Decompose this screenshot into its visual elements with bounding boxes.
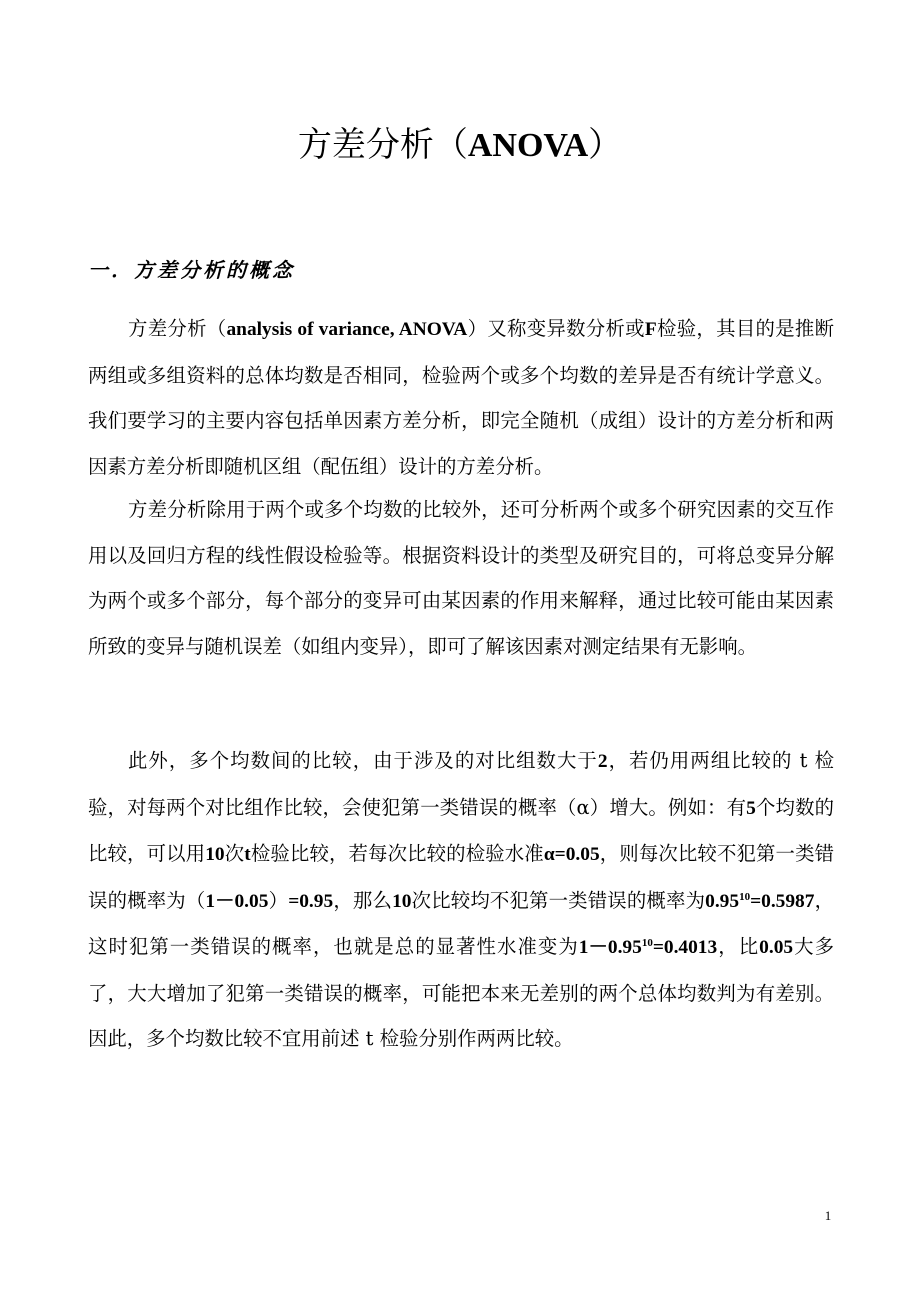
text-run-latin: analysis of variance, ANOVA — [226, 319, 468, 340]
section-heading: 一．方差分析的概念 — [88, 258, 295, 282]
text-run: 大多了，大大增加了犯第一类错误的概率，可能把本来无差别的两个总体均数判为有差别。因此，多个均数比较不宜用前述 t 检验分别作两两比较。 — [88, 935, 835, 1050]
text-run: 个均数的比较，可以用 — [88, 795, 835, 865]
text-run: ，那么 — [333, 888, 393, 912]
title-latin: ANOVA — [467, 127, 589, 164]
text-run-formula: 0.95 — [705, 890, 740, 912]
title-close: ） — [588, 125, 623, 165]
title-cjk: 方差分析（ — [297, 125, 468, 165]
page-title — [0, 118, 920, 173]
text-run-formula: 1－0.95 — [578, 937, 642, 958]
text-run-number: 10 — [205, 844, 225, 865]
text-run-latin: t — [244, 844, 251, 865]
text-run: 方差分析（ — [128, 317, 227, 340]
text-run-number: 2 — [597, 751, 608, 772]
text-run: 次 — [224, 842, 245, 865]
text-run-number: 10 — [392, 890, 412, 912]
text-run: ） — [268, 888, 289, 912]
text-run: 次比较均不犯第一类错误的概率为 — [411, 888, 706, 912]
exponent: 10 — [739, 890, 751, 903]
text-run: 检验比较，若每次比较的检验水准 — [250, 842, 544, 865]
text-run: 此外，多个均数间的比较，由于涉及的对比组数大于 — [128, 749, 598, 772]
text-run: 检验，其目的是推断两组或多组资料的总体均数是否相同，检验两个或多个均数的差异是否有统计学意义。我们要学习的主要内容包括单因素方差分析，即完全随机（成组）设计的方差分析和两因素方差分析即随机区组（配伍组）设计的方差分析。 — [88, 317, 835, 478]
paragraph-multiple-comparisons — [88, 738, 834, 1062]
text-run-formula: α=0.05 — [543, 844, 600, 865]
text-run: ，若仍用两组比较的 t 检验，对每两个对比组作比较，会使犯第一类错误的概率（α）增大。例如：有 — [88, 749, 834, 819]
page-number: 1 — [824, 1208, 832, 1223]
text-run: ，则每次比较不犯第一类错误的概率为（ — [88, 842, 835, 912]
text-run: ，这时犯第一类错误的概率，也就是总的显著性水准变为 — [88, 888, 835, 958]
text-run: ）又称变异数分析或 — [467, 317, 645, 340]
text-run-number: 5 — [746, 797, 756, 819]
text-run-formula: =0.5987 — [750, 890, 815, 912]
text-run-number: 0.05 — [759, 937, 794, 958]
text-run: ，比 — [717, 935, 760, 958]
exponent: 10 — [641, 937, 653, 949]
text-run-formula: =0.95 — [288, 890, 334, 912]
text-run-formula: =0.4013 — [652, 937, 718, 958]
text-run-formula: 1－0.05 — [205, 890, 269, 912]
paragraph-definition — [88, 306, 834, 489]
text-run-latin: F — [644, 319, 657, 340]
paragraph-applications: 方差分析除用于两个或多个均数的比较外，还可分析两个或多个研究因素的交互作用以及回归方程的线性假设检验等。根据资料设计的类型及研究目的，可将总变异分解为两个或多个部分，每个部分的变异可由某因素的作用来解释，通过比较可能由某因素所致的变异与随机误差（如组内变异），即可了解该因素对测定结果有无影响。 — [88, 498, 834, 658]
